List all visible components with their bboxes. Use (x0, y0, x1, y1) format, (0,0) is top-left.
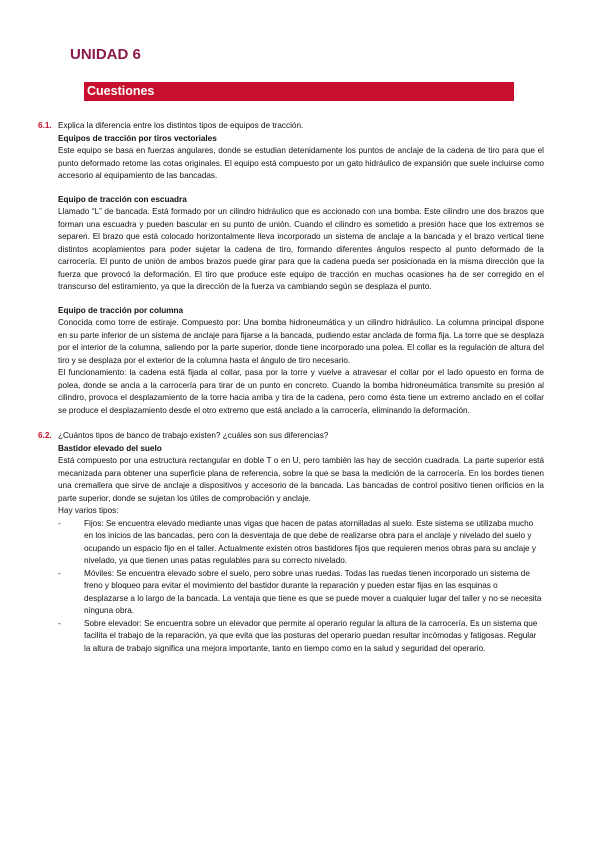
paragraph-escuadra: Llamado “L” de bancada. Está formado por un cilindro hidráulico que es accionado con una bomba. Este cilindro une dos brazos que forman una escuadra y pueden bascular en su punto de unión. Cuando el cilindro es sometido a presión hace que los extremos se separen. El brazo que está colocado horizontalmente lleva incorporado un sistema de anclaje a la bancada y el brazo vertical tiene distintos acoplamientos para poder sujetar la cadena de tiro, formando diferentes ángulos respecto al punto deformado de la carrocería. El punto de unión de ambos brazos puede girar para que la cadena pueda ser posicionada en la misma dirección que la fuerza que provocó la deformación. El tiro que produce este equipo de tracción en muchas ocasiones ha de ser corregido en el transcurso del estiramiento, ya que la dirección de la fuerza va cambiando según se desplaza el punto. (58, 207, 544, 291)
paragraph-vectorial: Este equipo se basa en fuerzas angulares, donde se estudian detenidamente los puntos de anclaje de la cadena de tiro para que el punto deformado retome las cotas originales. El equipo está compuesto por un gato hidráulico de expansión que suele incluirse como accesorio al equipamiento de las bancadas. (58, 146, 544, 180)
question-text: ¿Cuántos tipos de banco de trabajo existen? ¿cuáles son sus diferencias? (58, 431, 329, 440)
question-text: Explica la diferencia entre los distintos tipos de equipos de tracción. (58, 121, 304, 130)
question-number: 6.2. (38, 431, 52, 440)
answer-6-1 (38, 133, 544, 418)
dash-marker: - (58, 568, 61, 578)
unit-title: UNIDAD 6 (70, 46, 141, 63)
types-intro: Hay varios tipos: (58, 506, 119, 515)
subheading-escuadra: Equipo de tracción con escuadra (58, 194, 187, 204)
document-body (38, 120, 544, 655)
subheading-vectorial: Equipos de tracción por tiros vectoriales (58, 133, 217, 143)
answer-6-2 (38, 443, 544, 656)
question-6-1 (38, 120, 544, 133)
bullet-sobre-elevador: Sobre elevador: Se encuentra sobre un elevador que permite al operario regular la altura de la carrocería. Es un sistema que facilita el trabajo de la reparación, ya que evita que las posturas del operario puedan resultar incómodas y fatigosas. Regular la altura de trabajo significa una mejora importante, tanto en tiempo como en la salud y seguridad del operario. (84, 618, 538, 653)
list-item (58, 518, 544, 568)
subheading-columna: Equipo de tracción por columna (58, 305, 184, 315)
question-number: 6.1. (38, 121, 52, 130)
dash-marker: - (58, 518, 61, 528)
bullet-fijos: Fijos: Se encuentra elevado mediante unas vigas que hacen de patas atornilladas al suelo. Este sistema se utilizaba mucho en los inicios de las bancadas, pero con la desventaja de que debe de realizarse obra para el anclaje y nivelado del suelo y ocupando un espacio fijo en el taller. Actualmente existen otros bastidores fijos que requieren menos obras para su anclaje y nivelado, ya que tienen unas patas regulables para su correcto nivelado. (84, 518, 536, 565)
bullet-moviles: Móviles: Se encuentra elevado sobre el suelo, pero sobre unas ruedas. Todas las ruedas tienen incorporado un sistema de freno y bloqueo para evitar el movimiento del bastidor durante la reparación y pueden estar fijas en las esquinas o desplazarse a lo largo de la bancada. La ventaja que tiene es que se puede mover a cualquier lugar del taller y no se necesita ninguna obra. (84, 568, 542, 615)
dash-marker: - (58, 618, 61, 628)
paragraph-columna: Conocida como torre de estiraje. Compuesto por: Una bomba hidroneumática y un cilindro hidráulico. La columna principal dispone en su parte inferior de un sistema de anclaje para fijarse a la bancada, pudiendo estar anclada de forma fija. La torre que se desplaza por el interior de la columna, saliendo por la parte superior, donde tiene incorporado una polea. El collar es la regulación de altura del tiro y se desplaza por el exterior de la columna hasta el ángulo de tiro necesario. (58, 318, 544, 365)
question-6-2 (38, 430, 544, 443)
paragraph-funcionamiento: El funcionamiento: la cadena está fijada al collar, pasa por la torre y vuelve a atravesar el collar por el lado opuesto en forma de polea, donde se ancla a la carrocería para tirar de un punto en concreto. Cuando la bomba hidroneumática transmite su presión al cilindro, provoca el desplazamiento de la torre hacia arriba y tira de la cadena, pero como ésta tiene un extremo anclado en el collar se produce el desplazamiento desde el otro extremo que está anclado a la carrocería, eliminando la deformación. (58, 368, 544, 415)
paragraph-bastidor: Está compuesto por una estructura rectangular en doble T o en U, pero también las hay de sección cuadrada. La parte superior está mecanizada para obtener una superficie plana de referencia, sobre la que se basa la medición de la carrocería. En los bordes tienen una cremallera que sirve de anclaje a dispositivos y accesorio de la bancada. Las bancadas de control positivo tienen orificios en la parte superior, donde se sujetan los útiles de comprobación y anclaje. (58, 456, 544, 503)
list-item (58, 568, 544, 618)
section-banner: Cuestiones (84, 82, 514, 101)
types-list (58, 518, 544, 656)
subheading-bastidor: Bastidor elevado del suelo (58, 443, 162, 453)
list-item (58, 618, 544, 656)
